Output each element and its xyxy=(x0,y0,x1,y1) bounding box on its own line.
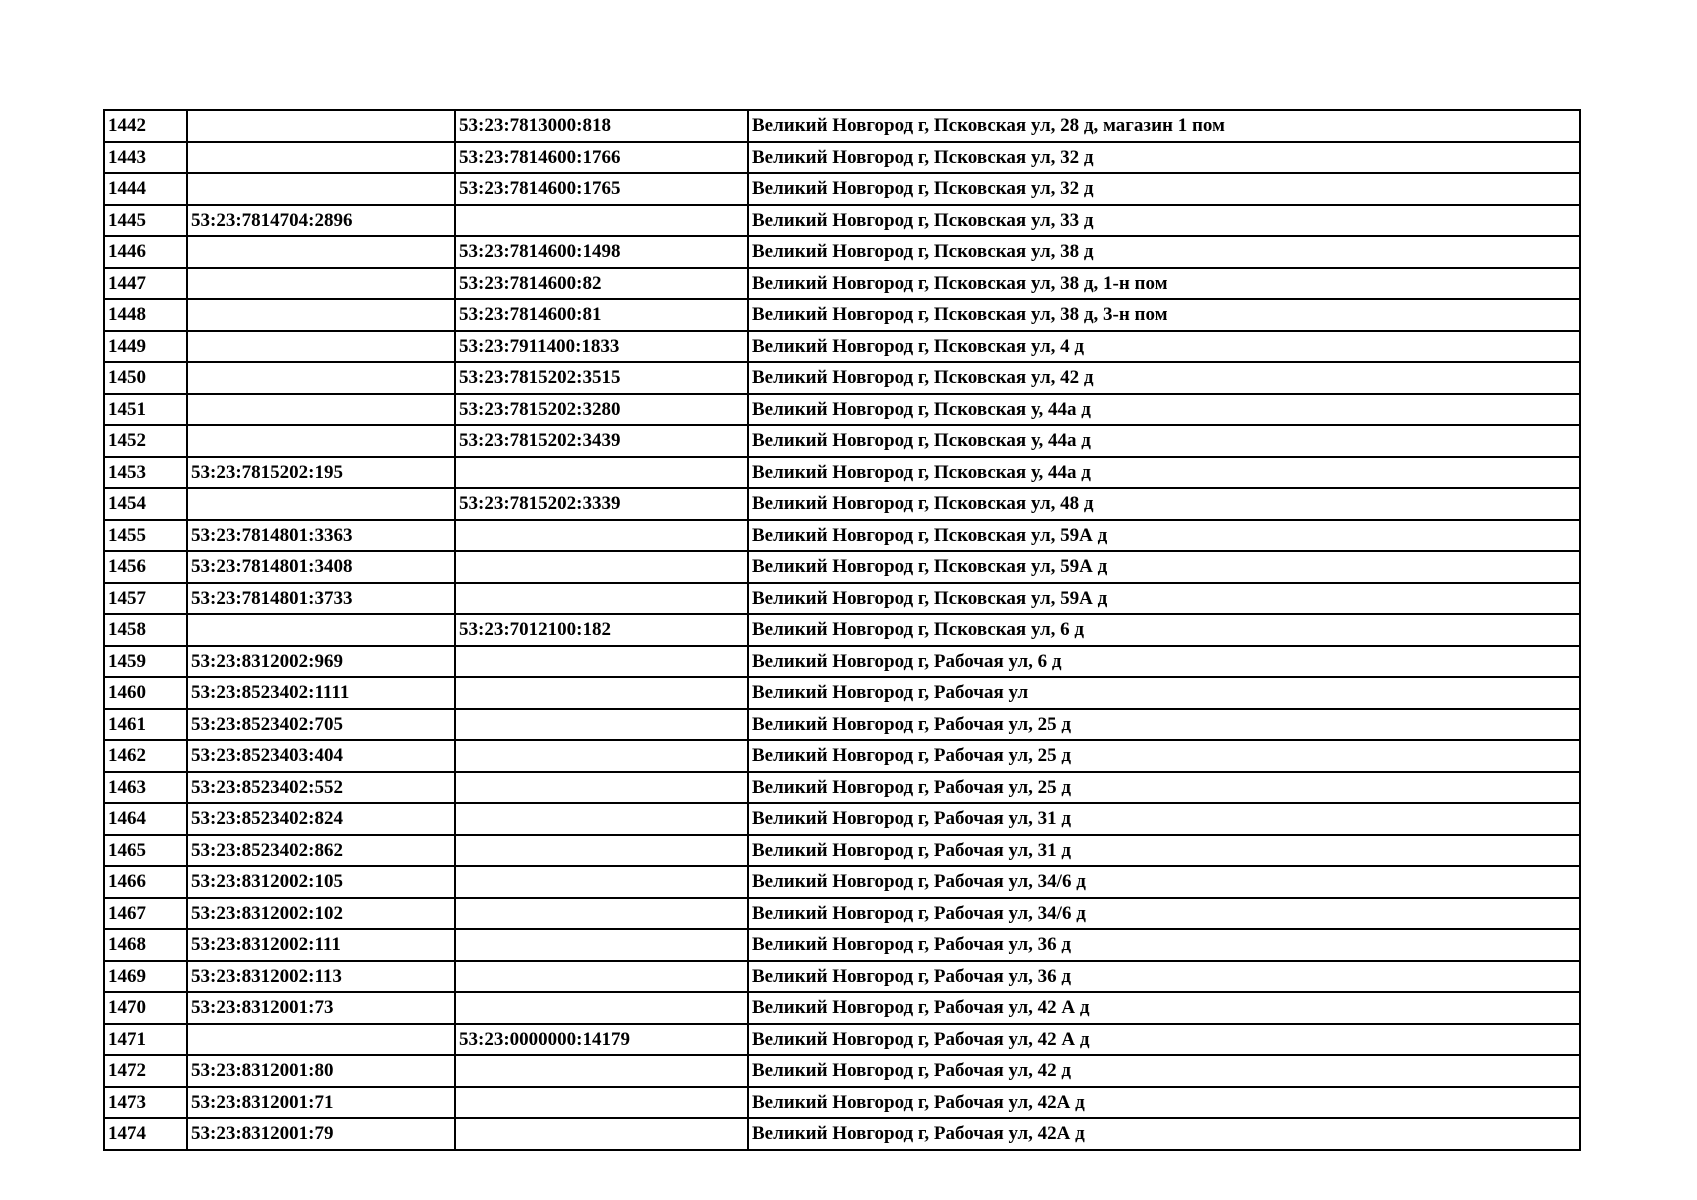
building-cadastral-cell: 53:23:7815202:3339 xyxy=(455,488,748,520)
address-cell: Великий Новгород г, Псковская ул, 38 д, 3-н пом xyxy=(748,299,1580,331)
building-cadastral-cell xyxy=(455,740,748,772)
table-row xyxy=(104,551,1580,583)
land-cadastral-cell xyxy=(187,110,455,142)
table-row xyxy=(104,1024,1580,1056)
address-cell: Великий Новгород г, Рабочая ул, 42 А д xyxy=(748,992,1580,1024)
address-cell: Великий Новгород г, Рабочая ул, 25 д xyxy=(748,772,1580,804)
table-row xyxy=(104,740,1580,772)
table-row xyxy=(104,1055,1580,1087)
land-cadastral-cell: 53:23:8523402:552 xyxy=(187,772,455,804)
address-cell: Великий Новгород г, Рабочая ул, 42 д xyxy=(748,1055,1580,1087)
address-cell: Великий Новгород г, Рабочая ул, 42А д xyxy=(748,1118,1580,1150)
address-cell: Великий Новгород г, Псковская ул, 32 д xyxy=(748,142,1580,174)
land-cadastral-cell xyxy=(187,488,455,520)
building-cadastral-cell: 53:23:0000000:14179 xyxy=(455,1024,748,1056)
address-cell: Великий Новгород г, Рабочая ул, 34/6 д xyxy=(748,866,1580,898)
row-number-cell: 1457 xyxy=(104,583,187,615)
row-number-cell: 1471 xyxy=(104,1024,187,1056)
land-cadastral-cell: 53:23:8312001:79 xyxy=(187,1118,455,1150)
land-cadastral-cell: 53:23:8312002:969 xyxy=(187,646,455,678)
building-cadastral-cell: 53:23:7815202:3439 xyxy=(455,425,748,457)
address-cell: Великий Новгород г, Рабочая ул xyxy=(748,677,1580,709)
building-cadastral-cell: 53:23:7911400:1833 xyxy=(455,331,748,363)
table-row xyxy=(104,236,1580,268)
row-number-cell: 1474 xyxy=(104,1118,187,1150)
land-cadastral-cell: 53:23:8312002:111 xyxy=(187,929,455,961)
building-cadastral-cell xyxy=(455,961,748,993)
row-number-cell: 1470 xyxy=(104,992,187,1024)
land-cadastral-cell: 53:23:8523402:705 xyxy=(187,709,455,741)
land-cadastral-cell xyxy=(187,362,455,394)
land-cadastral-cell xyxy=(187,236,455,268)
row-number-cell: 1453 xyxy=(104,457,187,489)
table-row xyxy=(104,772,1580,804)
land-cadastral-cell: 53:23:8523403:404 xyxy=(187,740,455,772)
row-number-cell: 1461 xyxy=(104,709,187,741)
row-number-cell: 1455 xyxy=(104,520,187,552)
table-row xyxy=(104,488,1580,520)
building-cadastral-cell: 53:23:7814600:81 xyxy=(455,299,748,331)
address-cell: Великий Новгород г, Псковская ул, 33 д xyxy=(748,205,1580,237)
table-row xyxy=(104,583,1580,615)
land-cadastral-cell: 53:23:7814704:2896 xyxy=(187,205,455,237)
land-cadastral-cell: 53:23:8523402:1111 xyxy=(187,677,455,709)
building-cadastral-cell xyxy=(455,551,748,583)
building-cadastral-cell xyxy=(455,520,748,552)
building-cadastral-cell xyxy=(455,583,748,615)
address-cell: Великий Новгород г, Псковская ул, 38 д, 1-н пом xyxy=(748,268,1580,300)
table-row xyxy=(104,1118,1580,1150)
table-row xyxy=(104,520,1580,552)
building-cadastral-cell: 53:23:7814600:1766 xyxy=(455,142,748,174)
land-cadastral-cell xyxy=(187,425,455,457)
land-cadastral-cell xyxy=(187,268,455,300)
table-row xyxy=(104,268,1580,300)
table-row xyxy=(104,992,1580,1024)
land-cadastral-cell: 53:23:8523402:824 xyxy=(187,803,455,835)
land-cadastral-cell: 53:23:8312001:80 xyxy=(187,1055,455,1087)
address-cell: Великий Новгород г, Псковская ул, 48 д xyxy=(748,488,1580,520)
address-cell: Великий Новгород г, Псковская ул, 6 д xyxy=(748,614,1580,646)
table-row xyxy=(104,898,1580,930)
address-cell: Великий Новгород г, Псковская у, 44а д xyxy=(748,394,1580,426)
building-cadastral-cell xyxy=(455,1055,748,1087)
land-cadastral-cell: 53:23:7814801:3408 xyxy=(187,551,455,583)
address-cell: Великий Новгород г, Псковская ул, 59А д xyxy=(748,520,1580,552)
building-cadastral-cell: 53:23:7815202:3515 xyxy=(455,362,748,394)
building-cadastral-cell: 53:23:7012100:182 xyxy=(455,614,748,646)
row-number-cell: 1469 xyxy=(104,961,187,993)
address-cell: Великий Новгород г, Рабочая ул, 36 д xyxy=(748,961,1580,993)
land-cadastral-cell xyxy=(187,614,455,646)
address-cell: Великий Новгород г, Рабочая ул, 31 д xyxy=(748,835,1580,867)
table-row xyxy=(104,142,1580,174)
table-row xyxy=(104,205,1580,237)
table-row xyxy=(104,614,1580,646)
building-cadastral-cell: 53:23:7814600:82 xyxy=(455,268,748,300)
address-cell: Великий Новгород г, Рабочая ул, 6 д xyxy=(748,646,1580,678)
building-cadastral-cell xyxy=(455,646,748,678)
land-cadastral-cell xyxy=(187,1024,455,1056)
building-cadastral-cell xyxy=(455,1118,748,1150)
building-cadastral-cell xyxy=(455,457,748,489)
row-number-cell: 1463 xyxy=(104,772,187,804)
address-cell: Великий Новгород г, Рабочая ул, 25 д xyxy=(748,740,1580,772)
row-number-cell: 1462 xyxy=(104,740,187,772)
building-cadastral-cell xyxy=(455,677,748,709)
row-number-cell: 1451 xyxy=(104,394,187,426)
table-row xyxy=(104,709,1580,741)
row-number-cell: 1444 xyxy=(104,173,187,205)
building-cadastral-cell xyxy=(455,1087,748,1119)
row-number-cell: 1465 xyxy=(104,835,187,867)
building-cadastral-cell xyxy=(455,205,748,237)
table-row xyxy=(104,646,1580,678)
building-cadastral-cell xyxy=(455,772,748,804)
registry-table-body xyxy=(104,110,1580,1150)
row-number-cell: 1448 xyxy=(104,299,187,331)
building-cadastral-cell: 53:23:7813000:818 xyxy=(455,110,748,142)
table-row xyxy=(104,929,1580,961)
land-cadastral-cell xyxy=(187,142,455,174)
address-cell: Великий Новгород г, Рабочая ул, 36 д xyxy=(748,929,1580,961)
table-row xyxy=(104,457,1580,489)
land-cadastral-cell: 53:23:7815202:195 xyxy=(187,457,455,489)
address-cell: Великий Новгород г, Псковская у, 44а д xyxy=(748,457,1580,489)
building-cadastral-cell xyxy=(455,929,748,961)
address-cell: Великий Новгород г, Рабочая ул, 42 А д xyxy=(748,1024,1580,1056)
row-number-cell: 1473 xyxy=(104,1087,187,1119)
table-row xyxy=(104,961,1580,993)
building-cadastral-cell: 53:23:7814600:1498 xyxy=(455,236,748,268)
land-cadastral-cell: 53:23:8523402:862 xyxy=(187,835,455,867)
building-cadastral-cell xyxy=(455,866,748,898)
row-number-cell: 1472 xyxy=(104,1055,187,1087)
table-row xyxy=(104,299,1580,331)
address-cell: Великий Новгород г, Рабочая ул, 42А д xyxy=(748,1087,1580,1119)
land-cadastral-cell: 53:23:7814801:3733 xyxy=(187,583,455,615)
table-row xyxy=(104,677,1580,709)
address-cell: Великий Новгород г, Рабочая ул, 25 д xyxy=(748,709,1580,741)
address-cell: Великий Новгород г, Псковская ул, 59А д xyxy=(748,583,1580,615)
address-cell: Великий Новгород г, Псковская ул, 59А д xyxy=(748,551,1580,583)
address-cell: Великий Новгород г, Рабочая ул, 34/6 д xyxy=(748,898,1580,930)
land-cadastral-cell: 53:23:8312001:71 xyxy=(187,1087,455,1119)
table-row xyxy=(104,331,1580,363)
registry-table xyxy=(103,109,1581,1151)
land-cadastral-cell: 53:23:8312002:102 xyxy=(187,898,455,930)
building-cadastral-cell xyxy=(455,803,748,835)
row-number-cell: 1456 xyxy=(104,551,187,583)
building-cadastral-cell xyxy=(455,992,748,1024)
land-cadastral-cell: 53:23:7814801:3363 xyxy=(187,520,455,552)
table-row xyxy=(104,362,1580,394)
address-cell: Великий Новгород г, Псковская ул, 38 д xyxy=(748,236,1580,268)
address-cell: Великий Новгород г, Псковская ул, 42 д xyxy=(748,362,1580,394)
land-cadastral-cell: 53:23:8312002:113 xyxy=(187,961,455,993)
address-cell: Великий Новгород г, Рабочая ул, 31 д xyxy=(748,803,1580,835)
row-number-cell: 1446 xyxy=(104,236,187,268)
building-cadastral-cell: 53:23:7815202:3280 xyxy=(455,394,748,426)
row-number-cell: 1460 xyxy=(104,677,187,709)
row-number-cell: 1458 xyxy=(104,614,187,646)
address-cell: Великий Новгород г, Псковская ул, 28 д, магазин 1 пом xyxy=(748,110,1580,142)
table-row xyxy=(104,425,1580,457)
table-row xyxy=(104,110,1580,142)
table-row xyxy=(104,1087,1580,1119)
land-cadastral-cell: 53:23:8312002:105 xyxy=(187,866,455,898)
row-number-cell: 1447 xyxy=(104,268,187,300)
building-cadastral-cell xyxy=(455,835,748,867)
row-number-cell: 1468 xyxy=(104,929,187,961)
row-number-cell: 1467 xyxy=(104,898,187,930)
land-cadastral-cell xyxy=(187,394,455,426)
table-row xyxy=(104,835,1580,867)
row-number-cell: 1452 xyxy=(104,425,187,457)
row-number-cell: 1459 xyxy=(104,646,187,678)
land-cadastral-cell xyxy=(187,173,455,205)
land-cadastral-cell xyxy=(187,299,455,331)
row-number-cell: 1442 xyxy=(104,110,187,142)
land-cadastral-cell xyxy=(187,331,455,363)
land-cadastral-cell: 53:23:8312001:73 xyxy=(187,992,455,1024)
row-number-cell: 1445 xyxy=(104,205,187,237)
row-number-cell: 1466 xyxy=(104,866,187,898)
table-row xyxy=(104,866,1580,898)
row-number-cell: 1454 xyxy=(104,488,187,520)
table-row xyxy=(104,394,1580,426)
row-number-cell: 1449 xyxy=(104,331,187,363)
table-row xyxy=(104,803,1580,835)
address-cell: Великий Новгород г, Псковская ул, 32 д xyxy=(748,173,1580,205)
address-cell: Великий Новгород г, Псковская ул, 4 д xyxy=(748,331,1580,363)
row-number-cell: 1450 xyxy=(104,362,187,394)
building-cadastral-cell xyxy=(455,898,748,930)
row-number-cell: 1464 xyxy=(104,803,187,835)
building-cadastral-cell xyxy=(455,709,748,741)
table-row xyxy=(104,173,1580,205)
row-number-cell: 1443 xyxy=(104,142,187,174)
building-cadastral-cell: 53:23:7814600:1765 xyxy=(455,173,748,205)
address-cell: Великий Новгород г, Псковская у, 44а д xyxy=(748,425,1580,457)
